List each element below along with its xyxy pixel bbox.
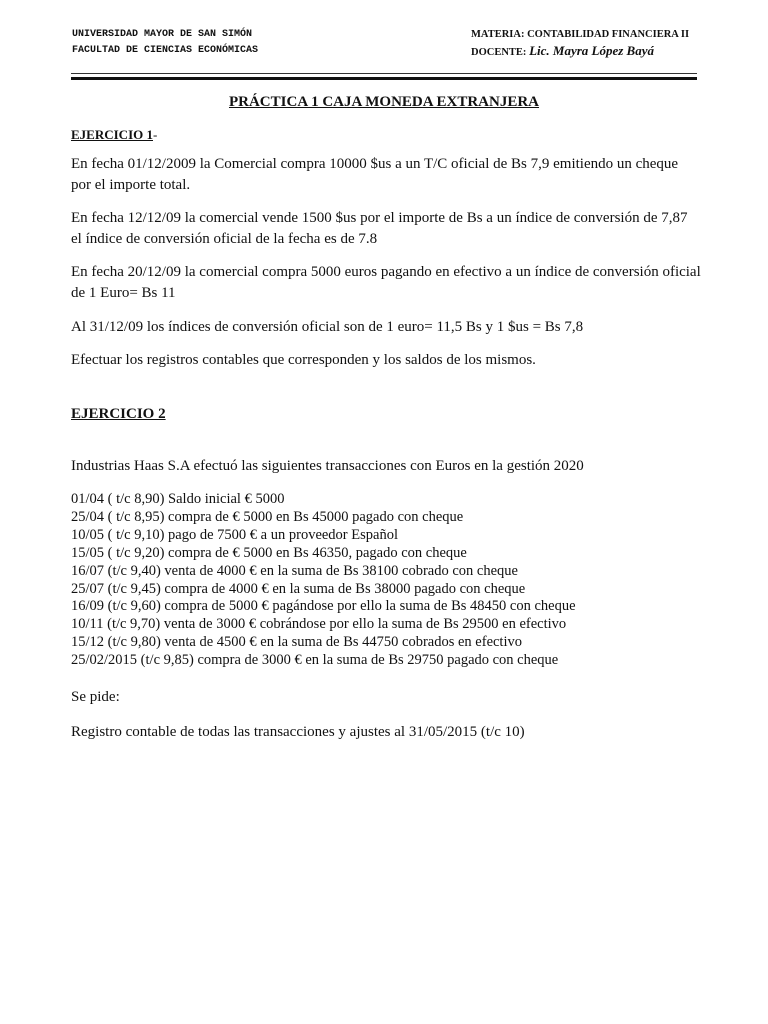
ejercicio1-paragraph-3: En fecha 20/12/09 la comercial compra 5000 euros pagando en efectivo a un índice de conversión oficial de 1 Euro= Bs 11: [71, 264, 701, 301]
ejercicio1-heading-suffix: -: [153, 127, 158, 142]
ejercicio1-paragraph-4: Al 31/12/09 los índices de conversión oficial son de 1 euro= 11,5 Bs y 1 $us = Bs 7,8: [71, 319, 584, 335]
subject-label: MATERIA: CONTABILIDAD FINANCIERA II: [471, 29, 690, 40]
list-item: 16/07 (t/c 9,40) venta de 4000 € en la suma de Bs 38100 cobrado con cheque: [71, 562, 518, 579]
ejercicio1-paragraph-1: En fecha 01/12/2009 la Comercial compra 10000 $us a un T/C oficial de Bs 7,9 emitiendo un cheque por el importe total.: [71, 156, 679, 193]
transactions-list: [71, 491, 576, 670]
ejercicio1-heading: EJERCICIO 1: [71, 127, 153, 142]
list-item: 25/02/2015 (t/c 9,85) compra de 3000 € en la suma de Bs 29750 pagado con cheque: [71, 652, 559, 669]
page-title: PRÁCTICA 1 CAJA MONEDA EXTRANJERA: [228, 94, 540, 110]
teacher-name: Lic. Mayra López Bayá: [529, 43, 654, 58]
list-item: 16/09 (t/c 9,60) compra de 5000 € pagándose por ello la suma de Bs 48450 con cheque: [71, 598, 576, 615]
ejercicio2-heading: EJERCICIO 2: [71, 406, 166, 422]
ejercicio1-paragraph-2: En fecha 12/12/09 la comercial vende 1500 $us por el importe de Bs a un índice de conversión de 7,87 el índice de conversión oficial de la fecha es de 7.8: [71, 210, 688, 247]
ejercicio2-intro: Industrias Haas S.A efectuó las siguientes transacciones con Euros en la gestión 2020: [71, 458, 584, 474]
se-pide-label: Se pide:: [71, 689, 120, 705]
ejercicio1-paragraph-5: Efectuar los registros contables que corresponden y los saldos de los mismos.: [71, 352, 536, 368]
header-institution: [72, 27, 258, 59]
faculty-name: FACULTAD DE CIENCIAS ECONÓMICAS: [72, 45, 259, 56]
header-course: [471, 27, 689, 61]
ejercicio1-heading-line: [71, 124, 701, 145]
list-item: 01/04 ( t/c 8,90) Saldo inicial € 5000: [71, 491, 285, 507]
list-item: 25/04 ( t/c 8,95) compra de € 5000 en Bs 45000 pagado con cheque: [71, 508, 464, 525]
list-item: 25/07 (t/c 9,45) compra de 4000 € en la suma de Bs 38000 pagado con cheque: [71, 580, 526, 597]
university-name: UNIVERSIDAD MAYOR DE SAN SIMÓN: [72, 29, 253, 40]
list-item: 15/05 ( t/c 9,20) compra de € 5000 en Bs 46350, pagado con cheque: [71, 544, 467, 561]
header-rule-thin: [71, 73, 697, 74]
teacher-label: DOCENTE:: [471, 47, 527, 58]
header-rule-thick: [71, 77, 697, 80]
list-item: 10/05 ( t/c 9,10) pago de 7500 € a un proveedor Español: [71, 526, 398, 543]
list-item: 15/12 (t/c 9,80) venta de 4500 € en la suma de Bs 44750 cobrados en efectivo: [71, 634, 522, 651]
request-text: Registro contable de todas las transacciones y ajustes al 31/05/2015 (t/c 10): [71, 724, 525, 740]
teacher-line: [471, 43, 689, 61]
list-item: 10/11 (t/c 9,70) venta de 3000 € cobrándose por ello la suma de Bs 29500 en efectivo: [71, 616, 567, 633]
